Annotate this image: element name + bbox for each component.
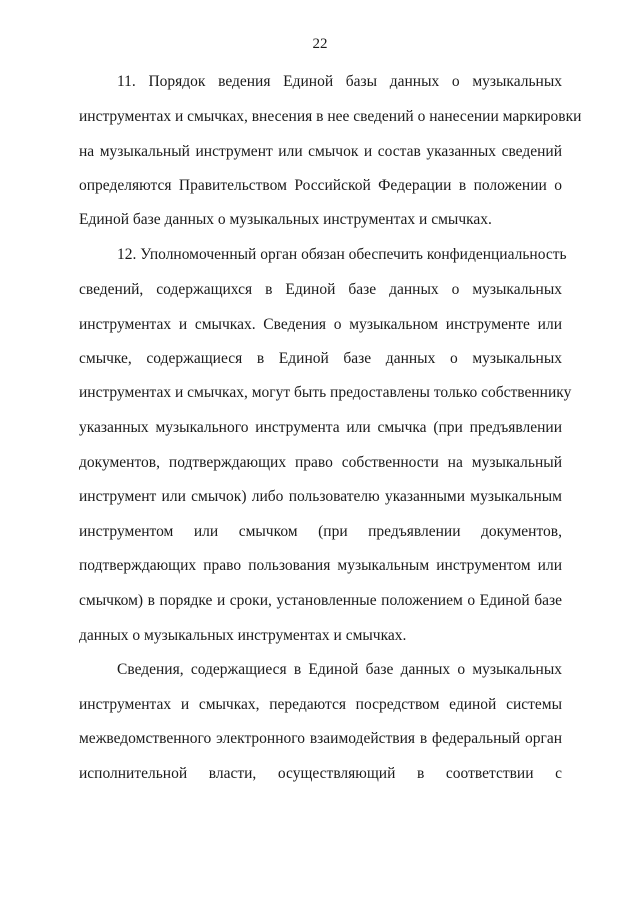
text-line: инструментах и смычках, передаются посредством единой системы <box>79 696 562 713</box>
text-line: исполнительной власти, осуществляющий в соответствии с <box>79 765 562 782</box>
text-line: подтверждающих право пользования музыкальным инструментом или <box>79 557 562 574</box>
text-line: сведений, содержащихся в Единой базе данных о музыкальных <box>79 281 562 298</box>
text-line: межведомственного электронного взаимодействия в федеральный орган <box>79 730 562 747</box>
text-line: определяются Правительством Российской Федерации в положении о <box>79 177 562 194</box>
page-number: 22 <box>312 36 328 52</box>
text-line: Единой базе данных о музыкальных инструментах и смычках. <box>79 211 492 228</box>
text-line: инструментах и смычках, могут быть предоставлены только собственнику <box>79 384 572 401</box>
text-line: инструментах и смычках, внесения в нее сведений о нанесении маркировки <box>79 108 582 125</box>
text-line: смычке, содержащиеся в Единой базе данных о музыкальных <box>79 350 562 367</box>
text-line: смычком) в порядке и сроки, установленные положением о Единой базе <box>79 592 562 609</box>
text-line: инструментах и смычках. Сведения о музыкальном инструменте или <box>79 316 562 333</box>
text-line: инструмент или смычок) либо пользователю указанными музыкальным <box>79 488 562 505</box>
text-line: 12. Уполномоченный орган обязан обеспечить конфиденциальность <box>117 246 567 263</box>
text-line: Сведения, содержащиеся в Единой базе данных о музыкальных <box>117 661 562 678</box>
text-line: инструментом или смычком (при предъявлении документов, <box>79 523 562 540</box>
text-line: 11. Порядок ведения Единой базы данных о музыкальных <box>117 73 562 90</box>
text-line: данных о музыкальных инструментах и смычках. <box>79 627 407 644</box>
text-line: на музыкальный инструмент или смычок и состав указанных сведений <box>79 143 562 160</box>
text-line: указанных музыкального инструмента или смычка (при предъявлении <box>79 419 562 436</box>
text-line: документов, подтверждающих право собственности на музыкальный <box>79 454 562 471</box>
